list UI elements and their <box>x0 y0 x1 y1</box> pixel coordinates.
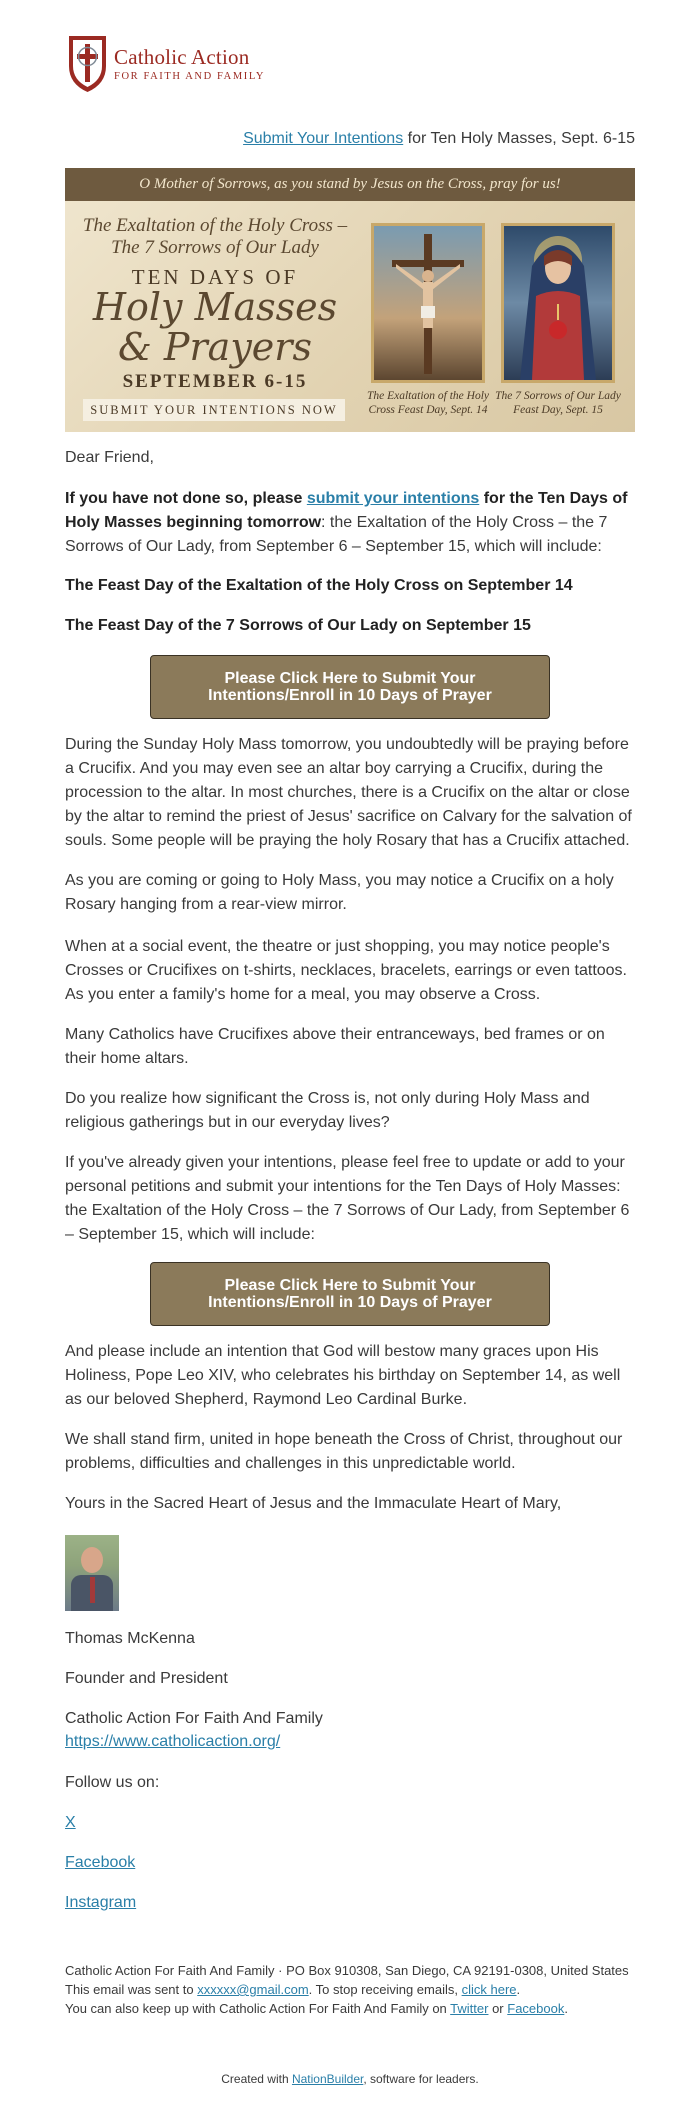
social-link-instagram[interactable]: Instagram <box>65 1894 137 1911</box>
submit-intentions-button-2[interactable] <box>150 1262 550 1326</box>
paragraph-significance: Do you realize how significant the Cross is, not only during Holy Mass and religious gatherings but in our everyday lives? <box>65 1090 590 1131</box>
submit-intentions-link[interactable]: Submit Your Intentions <box>243 130 404 147</box>
signature-name: Thomas McKenna <box>65 1630 195 1647</box>
banner-script <box>75 287 355 367</box>
paragraph-already-given: If you've already given your intentions, please feel free to update or add to your personal petitions and submit your intentions for the Ten Days of Holy Masses: the Exaltation of the Holy Cross – the 7 Sorrows of Our Lady, from September 6 – September 15, which will include: <box>65 1154 630 1243</box>
banner-line2: The 7 Sorrows of Our Lady <box>111 237 319 258</box>
submit-intentions-button[interactable] <box>150 655 550 719</box>
footer-twitter-link[interactable]: Twitter <box>450 2001 489 2016</box>
footer-address: Catholic Action For Faith And Family · PO Box 910308, San Diego, CA 92191-0308, United States <box>65 1963 629 1978</box>
avatar <box>65 1535 119 1611</box>
paragraph-stand-firm: We shall stand firm, united in hope beneath the Cross of Christ, throughout our problems, difficulties and challenges in this unpredictable world. <box>65 1431 623 1472</box>
sorrowful-mother-icon <box>504 226 612 380</box>
social-x-wrap <box>65 1811 635 1835</box>
paragraph-sunday-mass: During the Sunday Holy Mass tomorrow, you undoubtedly will be praying before a Crucifix. And you may even see an altar boy carrying a Crucifix, during the procession to the altar. In most churches, there is a Crucifix on the altar or close by the altar to remind the priest of Jesus' sacrifice on Calvary for the salvation of souls. Some people will be praying the holy Rosary that has a Crucifix attached. <box>65 736 632 849</box>
banner-top-text: O Mother of Sorrows, as you stand by Jesus on the Cross, pray for us! <box>65 168 635 201</box>
created-with: Created with NationBuilder, software for leaders. <box>221 2072 479 2086</box>
social-link-x[interactable]: X <box>65 1814 76 1831</box>
intentions-line-text: for Ten Holy Masses, Sept. 6-15 <box>403 130 635 147</box>
banner-script-line1: Holy Masses <box>92 285 338 329</box>
logo[interactable] <box>65 32 265 94</box>
footer-facebook-link[interactable]: Facebook <box>507 2001 565 2016</box>
seal-icon <box>65 32 110 94</box>
banner-submit-button[interactable]: SUBMIT YOUR INTENTIONS NOW <box>83 399 345 421</box>
greeting: Dear Friend, <box>65 449 154 466</box>
signature-org: Catholic Action For Faith And Family <box>65 1710 323 1727</box>
nationbuilder-link[interactable]: NationBuilder <box>291 2072 364 2086</box>
footer-keep-up-line: You can also keep up with Catholic Action For Faith And Family on Twitter or Facebook. <box>65 2001 568 2016</box>
paragraph-rosary-mirror: As you are coming or going to Holy Mass, you may notice a Crucifix on a holy Rosary hanging from a rear-view mirror. <box>65 872 614 913</box>
footer <box>65 1961 635 2018</box>
submit-intentions-inline-link[interactable]: submit your intentions <box>306 490 480 507</box>
feast-holy-cross: The Feast Day of the Exaltation of the Holy Cross on September 14 <box>65 577 573 594</box>
social-instagram-wrap <box>65 1891 635 1915</box>
signature-title: Founder and President <box>65 1670 228 1687</box>
banner-body <box>65 201 635 432</box>
paragraph-social-event: When at a social event, the theatre or just shopping, you may notice people's Crosses or Crucifixes on t-shirts, necklaces, bracelets, earrings or even tattoos. As you enter a family's home for a meal, you may observe a Cross. <box>65 938 627 1003</box>
social-link-facebook[interactable]: Facebook <box>65 1854 136 1871</box>
banner-dates: SEPTEMBER 6-15 <box>122 371 308 392</box>
caption-holy-cross: The Exaltation of the Holy Cross Feast Day, Sept. 14 <box>366 390 489 416</box>
website-link[interactable]: https://www.catholicaction.org/ <box>65 1733 281 1750</box>
cta2-line2: Intentions/Enroll in 10 Days of Prayer <box>208 1294 492 1311</box>
paragraph-entranceways: Many Catholics have Crucifixes above their entranceways, bed frames or on their home altars. <box>65 1026 605 1067</box>
banner-script-line2: & Prayers <box>118 325 312 369</box>
caption-seven-sorrows: The 7 Sorrows of Our Lady Feast Day, Sept. 15 <box>495 390 621 416</box>
unsubscribe-link[interactable]: click here <box>461 1982 517 1997</box>
logo-title: Catholic Action <box>114 44 250 69</box>
intro-paragraph <box>65 487 635 559</box>
signature-url-wrap <box>65 1730 635 1754</box>
follow-us: Follow us on: <box>65 1774 160 1791</box>
paragraph-pope-intention: And please include an intention that God will bestow many graces upon His Holiness, Pope Leo XIV, who celebrates his birthday on September 14, as well as our beloved Shepherd, Raymond Leo Cardinal Burke. <box>65 1343 621 1408</box>
intentions-line <box>243 130 635 148</box>
intro-bold-start: If you have not done so, please <box>65 490 307 507</box>
banner-ten-days: TEN DAYS OF <box>131 265 299 289</box>
footer-email-link[interactable]: xxxxxx@gmail.com <box>197 1982 309 1997</box>
cta-line1: Please Click Here to Submit Your <box>224 670 476 687</box>
hero-banner[interactable] <box>65 168 635 432</box>
banner-line1: The Exaltation of the Holy Cross – <box>82 215 348 236</box>
logo-subtitle: FOR FAITH AND FAMILY <box>114 70 266 82</box>
crucifix-icon <box>374 226 482 380</box>
crucifix-image <box>371 223 485 383</box>
social-facebook-wrap <box>65 1851 635 1875</box>
banner-heading <box>75 215 355 259</box>
cta-line2: Intentions/Enroll in 10 Days of Prayer <box>208 687 492 704</box>
feast-seven-sorrows: The Feast Day of the 7 Sorrows of Our Lady on September 15 <box>65 617 531 634</box>
our-lady-image <box>501 223 615 383</box>
intro-bold-end: for the Ten Days of Holy Masses beginning tomorrow <box>65 490 628 531</box>
closing: Yours in the Sacred Heart of Jesus and the Immaculate Heart of Mary, <box>65 1495 562 1512</box>
cta2-line1: Please Click Here to Submit Your <box>224 1277 476 1294</box>
intro-rest: : the Exaltation of the Holy Cross – the 7 Sorrows of Our Lady, from September 6 – September 15, which will include: <box>65 514 608 555</box>
footer-sent-line: This email was sent to xxxxxx@gmail.com. To stop receiving emails, click here. <box>65 1982 521 1997</box>
